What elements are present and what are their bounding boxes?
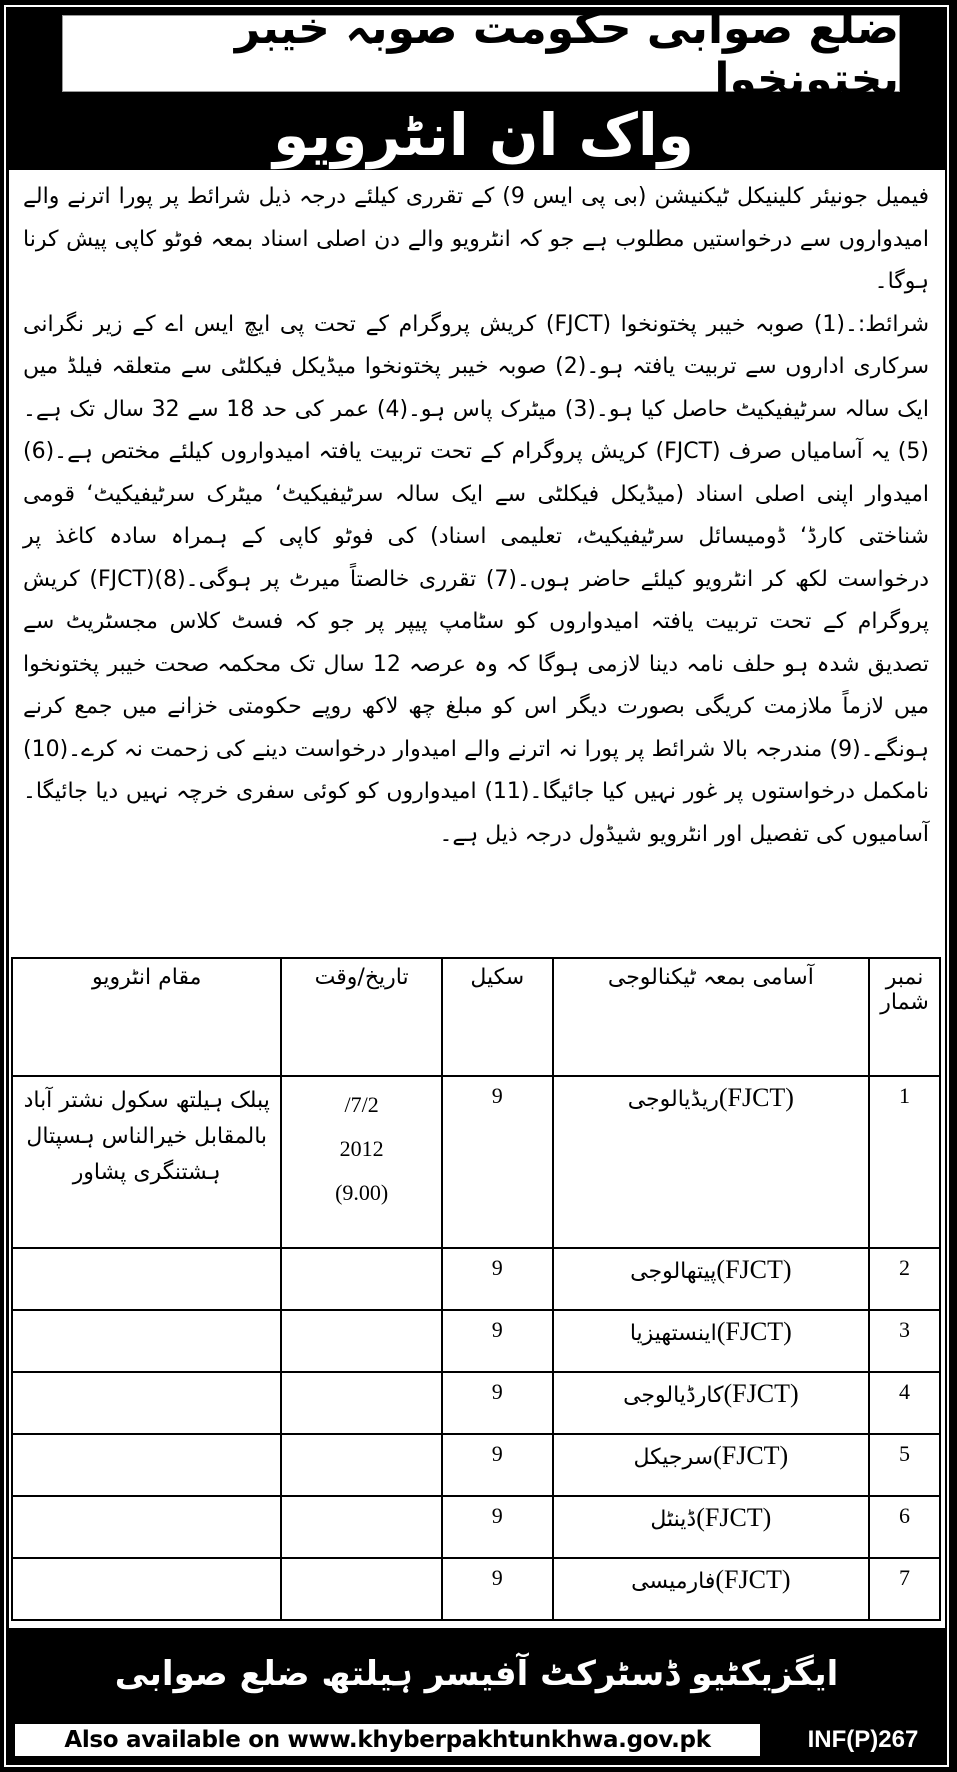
venue-cell bbox=[12, 1434, 281, 1496]
terms-text bbox=[23, 176, 929, 856]
date-time-cell bbox=[281, 1076, 442, 1248]
table-row bbox=[12, 1248, 940, 1310]
post-cell: (FJCT)سرجیکل bbox=[553, 1434, 869, 1496]
header-venue: مقام انٹرویو bbox=[12, 958, 281, 1076]
website-notice: Also available on www.khyberpakhtunkhwa.gov.pk bbox=[15, 1724, 760, 1756]
venue-cell bbox=[12, 1496, 281, 1558]
date-time-cell bbox=[281, 1372, 442, 1434]
post-cell: (FJCT)فارمیسی bbox=[553, 1558, 869, 1620]
intro-paragraph: فیمیل جونیئر کلینیکل ٹیکنیشن (بی پی ایس 9) کے تقرری کیلئے درجہ ذیل شرائط پر پورا اترنے والے امیدواروں سے درخواستیں مطلوب ہے جو کہ انٹرویو والے دن اصلی اسناد بمعہ فوٹو کاپی پیش کرنا ہوگا۔ bbox=[23, 184, 929, 294]
scale-cell: 9 bbox=[442, 1434, 553, 1496]
scale-cell: 9 bbox=[442, 1076, 553, 1248]
serial-cell: 5 bbox=[869, 1434, 940, 1496]
date-time-cell bbox=[281, 1434, 442, 1496]
interview-date: 7/2/ bbox=[344, 1092, 379, 1117]
serial-cell: 4 bbox=[869, 1372, 940, 1434]
date-time-cell bbox=[281, 1558, 442, 1620]
header-scale: سکیل bbox=[442, 958, 553, 1076]
scale-cell: 9 bbox=[442, 1248, 553, 1310]
advertisement-body bbox=[9, 170, 945, 1628]
table-row bbox=[12, 1434, 940, 1496]
interview-time: (9.00) bbox=[335, 1180, 389, 1205]
posts-table bbox=[11, 957, 941, 1621]
issuing-officer-signature: ایگزیکٹیو ڈسٹرکٹ آفیسر ہیلتھ ضلع صوابی bbox=[114, 1653, 839, 1694]
table-row bbox=[12, 1310, 940, 1372]
scale-cell: 9 bbox=[442, 1372, 553, 1434]
date-time-cell bbox=[281, 1248, 442, 1310]
venue-cell bbox=[12, 1558, 281, 1620]
post-cell: (FJCT)کارڈیالوجی bbox=[553, 1372, 869, 1434]
header-serial: نمبر شمار bbox=[869, 958, 940, 1076]
post-cell: (FJCT)اینستھیزیا bbox=[553, 1310, 869, 1372]
table-row bbox=[12, 1558, 940, 1620]
post-cell: (FJCT)پیتھالوجی bbox=[553, 1248, 869, 1310]
header-banner bbox=[7, 2, 946, 170]
post-cell: (FJCT)ریڈیالوجی bbox=[553, 1076, 869, 1248]
venue-cell bbox=[12, 1248, 281, 1310]
serial-cell: 7 bbox=[869, 1558, 940, 1620]
table-header-row bbox=[12, 958, 940, 1076]
walk-in-interview-headline: واک ان انٹرویو bbox=[273, 101, 694, 169]
venue-cell: پبلک ہیلتھ سکول نشتر آباد بالمقابل خیرالناس ہسپتال ہشتنگری پشاور bbox=[12, 1076, 281, 1248]
serial-cell: 2 bbox=[869, 1248, 940, 1310]
interview-year: 2012 bbox=[339, 1136, 384, 1161]
fjct-label: (FJCT) bbox=[718, 1083, 794, 1112]
venue-cell bbox=[12, 1372, 281, 1434]
scale-cell: 9 bbox=[442, 1558, 553, 1620]
footer-banner bbox=[7, 1628, 946, 1763]
venue-cell bbox=[12, 1310, 281, 1372]
table-row bbox=[12, 1076, 940, 1248]
scale-cell: 9 bbox=[442, 1496, 553, 1558]
conditions-paragraph: شرائط:۔(1) صوبہ خیبر پختونخوا (FJCT) کریش پروگرام کے تحت پی ایچ ایس اے کے زیر نگرانی سرکاری اداروں سے تربیت یافتہ ہو۔(2) صوبہ خیبر پختونخوا میڈیکل فیکلٹی سے متعلقہ فیلڈ میں ایک سالہ سرٹیفیکیٹ حاصل کیا ہو۔(3) میٹرک پاس ہو۔(4) عمر کی حد 18 سے 32 سال تک ہے۔(5) یہ آسامیاں صرف (FJCT) کریش پروگرام کے تحت تربیت یافتہ امیدواروں کیلئے مختص ہے۔(6) امیدوار اپنی اصلی اسناد (میڈیکل فیکلٹی سے ایک سالہ سرٹیفیکیٹ‘ میٹرک سرٹیفیکیٹ‘ قومی شناختی کارڈ‘ ڈومیسائل سرٹیفیکیٹ، تعلیمی اسناد) کی فوٹو کاپی کے ہمراہ سادہ کاغذ پر درخواست لکھ کر انٹرویو کیلئے حاضر ہوں۔(7) تقرری خالصتاً میرٹ پر ہوگی۔(8)(FJCT) کریش پروگرام کے تحت تربیت یافتہ امیدواروں کو سٹامپ پیپر پر جو کہ فسٹ کلاس مجسٹریٹ سے تصدیق شدہ ہو حلف نامہ دینا لازمی ہوگا کہ وہ عرصہ 12 سال تک محکمہ صحت خیبر پختونخوا میں لازماً ملازمت کریگی بصورت دیگر اس کو مبلغ چھ لاکھ روپے حکومتی خزانے میں جمع کرنے ہونگے۔(9) مندرجہ بالا شرائط پر پورا نہ اترنے والے امیدوار درخواست دینے کی زحمت نہ کرے۔(10) نامکمل درخواستوں پر غور نہیں کیا جائیگا۔(11) امیدواروں کو کوئی سفری خرچہ نہیں دیا جائیگا۔ آسامیوں کی تفصیل اور انٹرویو شیڈول درجہ ذیل ہے۔ bbox=[23, 311, 930, 847]
issuing-authority-title: ضلع صوابی حکومت صوبہ خیبر پختونخوا bbox=[62, 15, 900, 92]
serial-cell: 3 bbox=[869, 1310, 940, 1372]
table-row bbox=[12, 1496, 940, 1558]
header-post: آسامی بمعہ ٹیکنالوجی bbox=[553, 958, 869, 1076]
date-time-cell bbox=[281, 1310, 442, 1372]
table-row bbox=[12, 1372, 940, 1434]
scale-cell: 9 bbox=[442, 1310, 553, 1372]
serial-cell: 6 bbox=[869, 1496, 940, 1558]
reference-number: INF(P)267 bbox=[807, 1726, 919, 1753]
serial-cell: 1 bbox=[869, 1076, 940, 1248]
header-date-time: تاریخ/وقت bbox=[281, 958, 442, 1076]
date-time-cell bbox=[281, 1496, 442, 1558]
post-cell: (FJCT)ڈینٹل bbox=[553, 1496, 869, 1558]
